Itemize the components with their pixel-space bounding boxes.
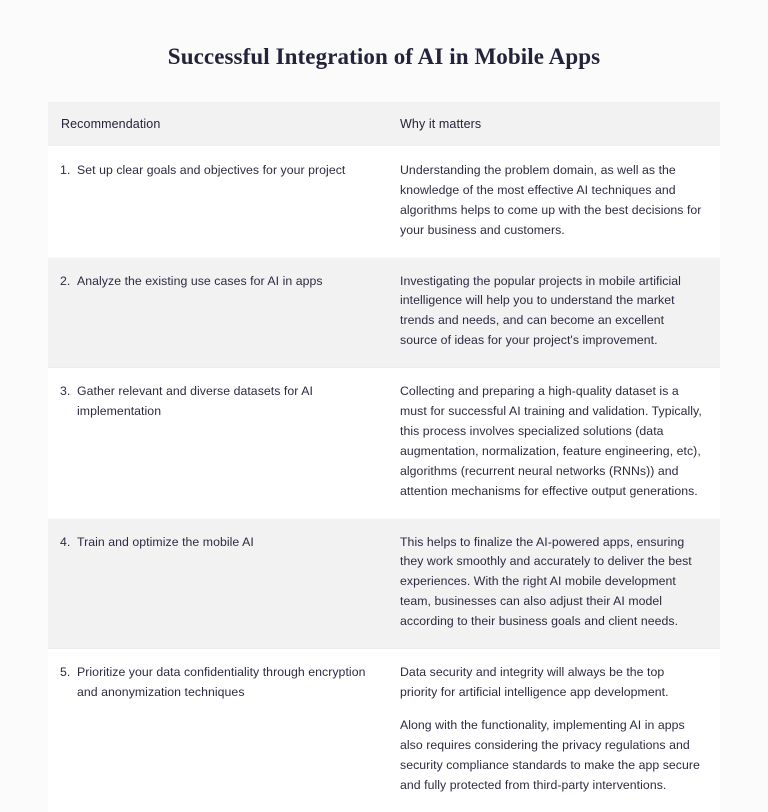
table-header <box>48 102 720 147</box>
cell-why-it-matters <box>386 146 720 257</box>
page-title: Successful Integration of AI in Mobile Apps <box>167 44 601 69</box>
table-row <box>48 368 720 518</box>
why-paragraph: Data security and integrity will always be the top priority for artificial intelligence app development. <box>400 665 669 700</box>
cell-why-it-matters <box>386 518 720 649</box>
recommendation-number: 1. <box>60 162 71 177</box>
table-row <box>48 518 720 649</box>
why-paragraph: Along with the functionality, implementing AI in apps also requires considering the privacy regulations and security compliance standards to make the app secure and fully protected from third-party interventions. <box>400 717 700 792</box>
recommendation-item <box>60 533 372 553</box>
recommendation-number: 2. <box>60 273 71 288</box>
cell-recommendation <box>48 146 386 257</box>
why-paragraph: Collecting and preparing a high-quality dataset is a must for successful AI training and validation. Typically, this process involves specialized solutions (data augmentation, normalization, feature engineering, etc), algorithms (recurrent neural networks (RNNs)) and attention mechanisms for effective output generations. <box>400 384 702 498</box>
recommendation-text: Train and optimize the mobile AI <box>77 534 254 549</box>
cell-recommendation <box>48 368 386 518</box>
column-header-why-it-matters: Why it matters <box>386 102 720 147</box>
recommendation-text: Set up clear goals and objectives for your project <box>77 162 346 177</box>
recommendation-number: 5. <box>60 665 71 680</box>
why-paragraph: Understanding the problem domain, as well as the knowledge of the most effective AI techniques and algorithms helps to come up with the best decisions for your business and customers. <box>400 162 702 237</box>
table-header-row <box>48 102 720 147</box>
recommendation-item <box>60 161 372 181</box>
cell-recommendation <box>48 518 386 649</box>
table-row <box>48 146 720 257</box>
recommendation-text: Gather relevant and diverse datasets for AI implementation <box>77 384 313 419</box>
recommendation-number: 4. <box>60 534 71 549</box>
cell-recommendation <box>48 257 386 368</box>
recommendations-table <box>48 102 720 812</box>
recommendation-number: 3. <box>60 384 71 399</box>
recommendation-text: Prioritize your data confidentiality through encryption and anonymization techniques <box>77 665 366 700</box>
recommendation-text: Analyze the existing use cases for AI in apps <box>77 273 323 288</box>
recommendation-item <box>60 272 372 292</box>
table-row <box>48 649 720 812</box>
recommendation-item <box>60 663 372 703</box>
recommendations-table-container <box>48 102 720 812</box>
why-paragraph: This helps to finalize the AI-powered apps, ensuring they work smoothly and accurately to deliver the best experiences. With the right AI mobile development team, businesses can also adjust their AI model according to their business goals and client needs. <box>400 534 692 629</box>
table-body <box>48 146 720 811</box>
cell-why-it-matters <box>386 257 720 368</box>
cell-recommendation <box>48 649 386 812</box>
why-paragraph: Investigating the popular projects in mobile artificial intelligence will help you to understand the market trends and needs, and can become an excellent source of ideas for your project's improvement. <box>400 273 681 348</box>
recommendation-item <box>60 382 372 422</box>
column-header-recommendation: Recommendation <box>48 102 386 147</box>
cell-why-it-matters <box>386 649 720 812</box>
table-row <box>48 257 720 368</box>
cell-why-it-matters <box>386 368 720 518</box>
